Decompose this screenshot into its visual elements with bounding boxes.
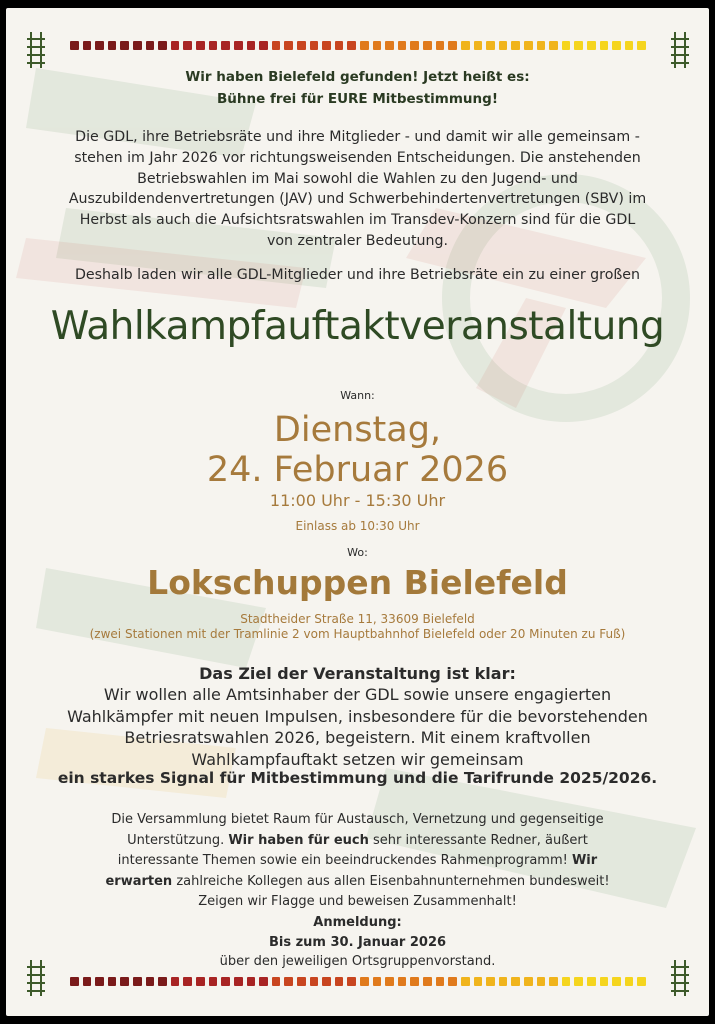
intro-line: Betriebswahlen im Mai sowohl die Wahlen zu den Jugend- und: [137, 170, 578, 187]
assembly-text: zahlreiche Kollegen aus allen Eisenbahnunternehmen bundesweit!: [172, 873, 610, 889]
intro-heading: [6, 66, 709, 110]
event-time: 11:00 Uhr - 15:30 Uhr: [269, 491, 446, 510]
intro-heading-line: Bühne frei für EURE Mitbestimmung!: [217, 91, 498, 107]
admission-time: Einlass ab 10:30 Uhr: [295, 519, 420, 533]
intro-line: Auszubildendenvertretungen (JAV) und Schwerbehindertenvertretungen (SBV) im: [68, 191, 647, 208]
intro-line: Herbst als auch die Aufsichtsratswahlen im Transdev-Konzern sind für die GDL: [79, 212, 636, 229]
event-date-weekday: Dienstag,: [273, 410, 442, 450]
intro-line: Die GDL, ihre Betriebsräte und ihre Mitglieder - und damit wir alle gemeinsam -: [75, 129, 640, 145]
assembly-line: [46, 851, 669, 872]
assembly-paragraph: [6, 810, 709, 913]
goal-paragraph: [6, 684, 709, 770]
directions-line: (zwei Stationen mit der Tramlinie 2 vom Hauptbahnhof Bielefeld oder 20 Minuten zu Fuß): [89, 627, 626, 641]
registration-deadline: Bis zum 30. Januar 2026: [268, 935, 447, 950]
event-headline: Wahlkampfauftaktveranstaltung: [50, 304, 665, 349]
goal-line: Betriesratswahlen 2026, begeistern. Mit einem kraftvollen: [124, 728, 591, 747]
assembly-text: sehr interessante Redner, äußert: [368, 832, 588, 848]
assembly-line: Die Versammlung bietet Raum für Austausch, Vernetzung und gegenseitige: [111, 812, 604, 827]
goal-title: Das Ziel der Veranstaltung ist klar:: [199, 664, 516, 683]
registration-via: über den jeweiligen Ortsgruppenvorstand.: [219, 954, 496, 969]
intro-line: von zentraler Bedeutung.: [266, 232, 449, 249]
flyer-page: [6, 8, 709, 1016]
flyer-content: [6, 8, 709, 1016]
venue-address: [6, 612, 709, 642]
event-date-day: 24. Februar 2026: [206, 450, 509, 490]
intro-heading-line: Wir haben Bielefeld gefunden! Jetzt heißt es:: [185, 69, 530, 85]
assembly-line: Zeigen wir Flagge und beweisen Zusammenhalt!: [198, 894, 517, 909]
when-label: Wann:: [340, 389, 375, 402]
registration-title: Anmeldung:: [313, 915, 402, 930]
goal-statement: ein starkes Signal für Mitbestimmung und die Tarifrunde 2025/2026.: [57, 769, 658, 787]
intro-paragraph: [6, 127, 709, 252]
intro-line: stehen im Jahr 2026 vor richtungsweisenden Entscheidungen. Die anstehenden: [74, 149, 641, 166]
event-date: [6, 410, 709, 490]
goal-line: Wahlkampfauftakt setzen wir gemeinsam: [191, 749, 524, 769]
where-label: Wo:: [347, 546, 368, 559]
assembly-line: [46, 831, 669, 852]
goal-line: Wahlkämpfer mit neuen Impulsen, insbesondere für die bevorstehenden: [67, 706, 648, 726]
address-line: Stadtheider Straße 11, 33609 Bielefeld: [240, 612, 475, 626]
assembly-emphasis: erwarten: [105, 873, 173, 889]
venue-name: Lokschuppen Bielefeld: [147, 563, 568, 602]
invitation-text: Deshalb laden wir alle GDL-Mitglieder und ihre Betriebsräte ein zu einer großen: [74, 267, 641, 283]
assembly-emphasis: Wir: [571, 853, 598, 868]
assembly-text: Unterstützung.: [127, 832, 229, 848]
assembly-emphasis: Wir haben für euch: [228, 832, 369, 848]
goal-line: Wir wollen alle Amtsinhaber der GDL sowie unsere engagierten: [103, 685, 612, 704]
assembly-line: [46, 872, 669, 893]
assembly-text: interessante Themen sowie ein beeindruckendes Rahmenprogramm!: [117, 853, 572, 868]
